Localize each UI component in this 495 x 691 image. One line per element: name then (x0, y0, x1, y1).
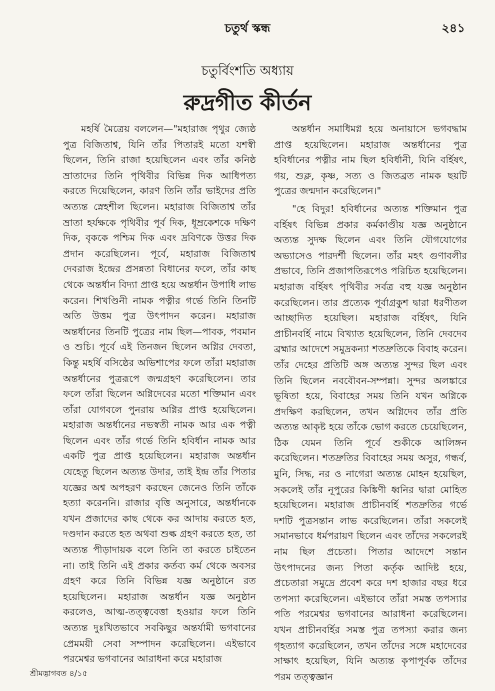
chapter-heading: চতুর্বিংশতি অধ্যায় (201, 64, 294, 79)
page-footer: শ্রীমদ্ভাগবত ৪/১৫ (30, 669, 88, 678)
paragraph: অন্তর্ধান সমাধিমগ্ন হয়ে অনায়াসে ভগবদ্ধাম প্রাপ্ত হয়েছিলেন। মহারাজ অন্তর্ধানের পুত্র হবির্ধানের পত্নীর নাম ছিল হবির্ধানী, যিনি বর্হিষৎ, গয়, শুক্ল, কৃষ্ণ, সত্য ও জিতব্রত নামক ছয়টি পুত্রের জন্মদান করেছিলেন।" (274, 124, 467, 198)
body-columns (63, 122, 467, 687)
paragraph: "হে বিদুর! হবির্ধানের অত্যন্ত শক্তিমান পুত্র বর্হিষৎ বিভিন্ন প্রকার কর্মকাণ্ডীয় যজ্ঞ অনুষ্ঠানে অত্যন্ত সুদক্ষ ছিলেন এবং তিনি যৌগযোগের অভ্যাসেও পারদর্শী ছিলেন। তাঁর মহৎ গুণাবলীর প্রভাবে, তিনি প্রজাপতিরূপেও পরিচিত হয়েছিলেন। মহারাজ বর্হিষৎ পৃথিবীর সর্বত্র বহু যজ্ঞ অনুষ্ঠান করেছিলেন। তার প্রত্যেক পূর্বাগ্রকুশ দ্বারা ধরণীতল আচ্ছাদিত হয়েছিল। মহারাজ বর্হিষৎ, যিনি প্রাচীনবর্হি নামে বিখ্যাত হয়েছিলেন, তিনি দেবদেব ব্রহ্মার আদেশে সমুদ্রকন্যা শতদ্রুতিকে বিবাহ করেন। তাঁর দেহের প্রতিটি অঙ্গ অত্যন্ত সুন্দর ছিল এবং তিনি ছিলেন নববৌবন-সম্পন্না। সুন্দর অলঙ্কারে ভূষিতা হয়ে, বিবাহের সময় তিনি যখন অগ্নিকে প্রদক্ষিণ করছিলেন, তখন অগ্নিদেব তাঁর প্রতি অত্যন্ত আকৃষ্ট হয়ে তাঁকে ভোগ করতে চেয়েছিলেন, ঠিক যেমন তিনি পূর্বে শুকীকে আলিঙ্গন করেছিলেন। শতদ্রুতির বিবাহের সময় অসুর, গন্ধর্ব, মুনি, সিদ্ধ, নর ও নাগেরা অত্যন্ত মোহন হয়েছিল, সকলেই তাঁর নূপুরের কিঙ্কিণী ধ্বনির দ্বারা মোহিত হয়েছিলেন। মহারাজ প্রাচীনবর্হি শতদ্রুতির গর্ভে দশটি পুত্রসন্তান লাভ করেছিলেন। তাঁরা সকলেই সমানভাবে ধর্মপরায়ণ ছিলেন এবং তাঁদের সকলেরই নাম ছিল প্রচেতা। পিতার আদেশে সন্তান উৎপাদনের জন্য পিতা কর্তৃক আদিষ্ট হয়ে, প্রচেতারা সমুদ্রে প্রবেশ করে দশ হাজার বছর ধরে তপস্যা করেছিলেন। এইভাবে তাঁরা সমস্ত তপস্যার পতি পরমেশ্বর ভগবানের আরাধনা করেছিলেন। যখন প্রাচীনবর্হির সমস্ত পুত্র তপস্যা করার জন্য গৃহত্যাগ করেছিলেন, তখন তাঁদের সঙ্গে মহাদেবের সাক্ষাৎ হয়েছিল, যিনি অত্যন্ত কৃপাপূর্বক তাঁদের পরম তত্ত্বজ্ঞান (274, 203, 467, 683)
left-column (63, 122, 256, 687)
right-column (274, 122, 467, 687)
page-number: ২৪১ (441, 21, 465, 35)
chapter-title: রুদ্রগীত কীর্তন (183, 90, 312, 116)
running-header (30, 20, 465, 40)
paragraph: মহর্ষি মৈত্রেয় বললেন—"মহারাজ পৃথুর জ্যেষ্ঠ পুত্র বিজিতাশ্ব, যিনি তাঁর পিতারই মতো যশস্বী ছিলেন, তিনি রাজা হয়েছিলেন এবং তাঁর কনিষ্ঠ ভ্রাতাদের তিনি পৃথিবীর বিভিন্ন দিক আধিপত্য করতে দিয়েছিলেন, কারণ তিনি তাঁর ভাইদের প্রতি অত্যন্ত স্নেহশীল ছিলেন। মহারাজ বিজিতাশ্ব তাঁর ভ্রাতা হর্যক্ষকে পৃথিবীর পূর্ব দিক, ধূম্রকেশকে দক্ষিণ দিক, বৃককে পশ্চিম দিক এবং দ্রবিণকে উত্তর দিক প্রদান করেছিলেন। পূর্বে, মহারাজ বিজিতাশ্ব দেবরাজ ইন্দ্রের প্রসন্নতা বিধানের ফলে, তাঁর কাছ থেকে অন্তর্ধান বিদ্যা প্রাপ্ত হয়ে অন্তর্ধান উপাধি লাভ করেন। শিখণ্ডিনী নামক পত্নীর গর্ভে তিনি তিনটি অতি উত্তম পুত্র উৎপাদন করেন। মহারাজ অন্তর্ধানের তিনটি পুত্রের নাম ছিল—পাবক, পবমান ও শুচি। পূর্বে এই তিনজন ছিলেন অগ্নির দেবতা, কিন্তু মহর্ষি বসিষ্ঠের অভিশাপের ফলে তাঁরা মহারাজ অন্তর্ধানের পুত্ররূপে জন্মগ্রহণ করেছিলেন। তার ফলে তাঁরা ছিলেন অগ্নিদেবের মতো শক্তিমান এবং তাঁরা যোগবলে পুনরায় অগ্নির প্রাপ্ত হয়েছিলেন। মহারাজ অন্তর্ধানের নভস্বতী নামক আর এক পত্নী ছিলেন এবং তাঁর গর্ভে তিনি হবির্ধান নামক আর একটি পুত্র প্রাপ্ত হয়েছিলেন। মহারাজ অন্তর্ধান যেহেতু ছিলেন অত্যন্ত উদার, তাই ইন্দ্র তাঁর পিতার যজ্ঞের অশ্ব অপহরণ করছেন জেনেও তিনি তাঁকে হত্যা করেননি। রাজার বৃত্তি অনুসারে, অন্তর্ধানকে যখন প্রজাদের কাছ থেকে কর আদায় করতে হত, দণ্ডদান করতে হত অথবা শুল্ক গ্রহণ করতে হত, তা অত্যন্ত পীড়াদায়ক বলে তিনি তা করতে চাইতেন না। তাই তিনি এই প্রকার কর্তব্য কর্ম থেকে অবসর গ্রহণ করে তিনি বিভিন্ন যজ্ঞ অনুষ্ঠানে রত হয়েছিলেন। মহারাজ অন্তর্ধান যজ্ঞ অনুষ্ঠান করলেও, আত্ম-তত্ত্ববেত্তা হওয়ার ফলে তিনি অত্যন্ত দুঃখিতভাবে সবকিছুর অন্তর্যামী ভগবানের প্রেমময়ী সেবা সম্পাদন করেছিলেন। এইভাবে পরমেশ্বর ভগবানের আরাধনা করে মহারাজ (63, 124, 256, 666)
section-title: চতুর্থ স্কন্ধ (224, 21, 271, 35)
